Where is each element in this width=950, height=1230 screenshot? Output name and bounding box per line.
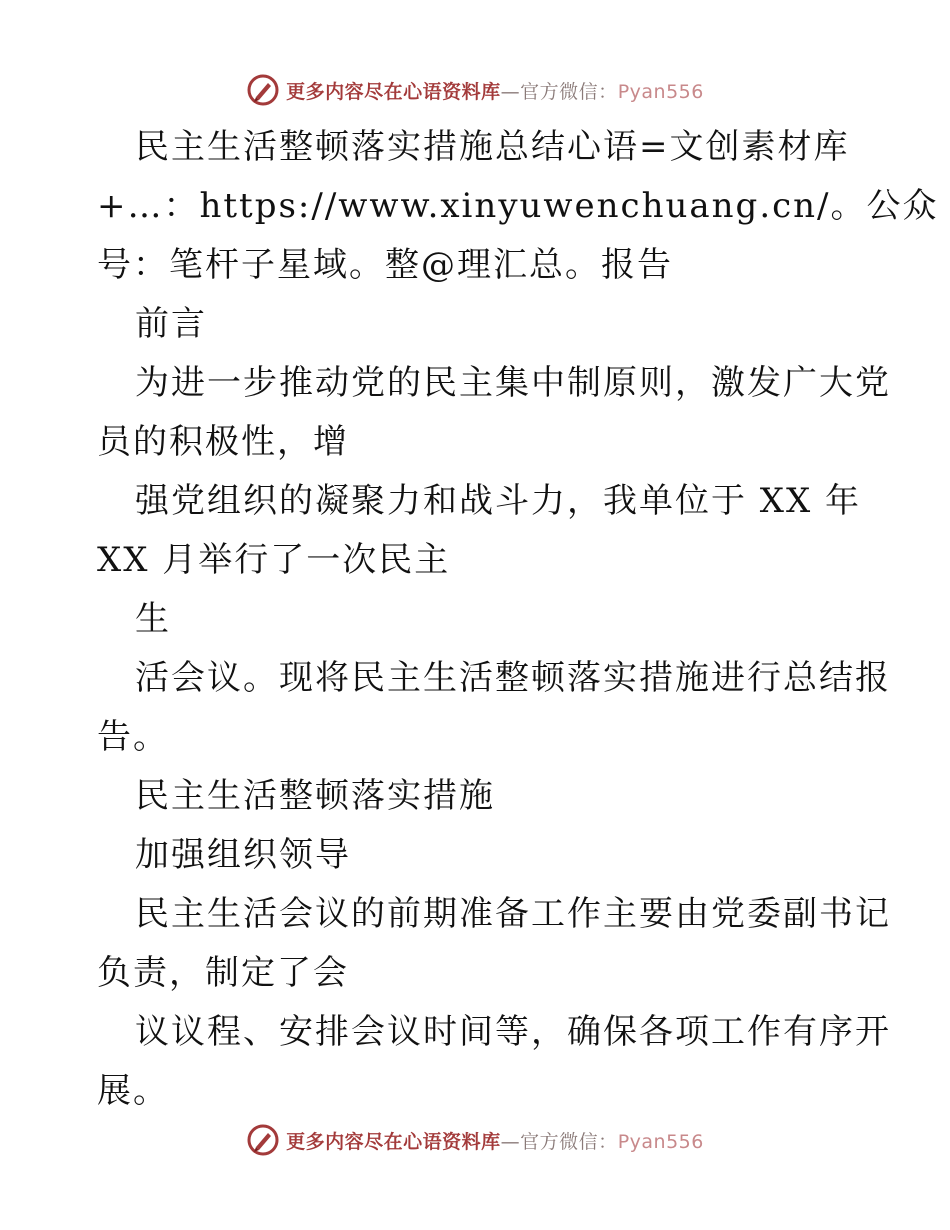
header-site-text: 更多内容尽在心语资料库: [286, 80, 501, 103]
paragraph-line: 为进一步推动党的民主集中制原则，激发广大党: [135, 363, 891, 403]
footer-wechat-id: Pyan556: [617, 1130, 704, 1153]
section-heading-preface: 前言: [135, 304, 207, 344]
paragraph-line: 生: [135, 599, 171, 639]
header-official-text: —官方微信：: [500, 80, 618, 103]
paragraph-line: 强党组织的凝聚力和战斗力，我单位于 XX 年: [135, 481, 862, 521]
header-banner: [0, 70, 950, 110]
document-body: [97, 118, 939, 1121]
paragraph-line: 告。: [97, 717, 169, 757]
title-line-2: +…：https://www.xinyuwenchuang.cn/。公众: [97, 186, 939, 226]
subsection-heading: 加强组织领导: [135, 835, 351, 875]
pen-logo-icon: [246, 1123, 280, 1157]
footer-official-text: —官方微信：: [500, 1130, 618, 1153]
header-banner-content: [246, 73, 704, 107]
paragraph-line: 议议程、安排会议时间等，确保各项工作有序开: [135, 1012, 891, 1052]
footer-banner: [0, 1120, 950, 1160]
header-banner-text: [286, 77, 704, 104]
paragraph-line: 活会议。现将民主生活整顿落实措施进行总结报: [135, 658, 891, 698]
paragraph-line: 展。: [97, 1071, 169, 1111]
pen-logo-icon: [246, 73, 280, 107]
paragraph-line: 民主生活会议的前期准备工作主要由党委副书记: [135, 894, 891, 934]
section-heading: 民主生活整顿落实措施: [135, 776, 495, 816]
title-line-1: 民主生活整顿落实措施总结心语=文创素材库: [135, 127, 850, 167]
header-wechat-id: Pyan556: [617, 80, 704, 103]
footer-banner-text: [286, 1127, 704, 1154]
paragraph-line: XX 月举行了一次民主: [97, 540, 451, 580]
paragraph-line: 员的积极性，增: [97, 422, 349, 462]
footer-banner-content: [246, 1123, 704, 1157]
footer-site-text: 更多内容尽在心语资料库: [286, 1130, 501, 1153]
title-line-3: 号：笔杆子星域。整@理汇总。报告: [97, 245, 673, 285]
paragraph-line: 负责，制定了会: [97, 953, 349, 993]
